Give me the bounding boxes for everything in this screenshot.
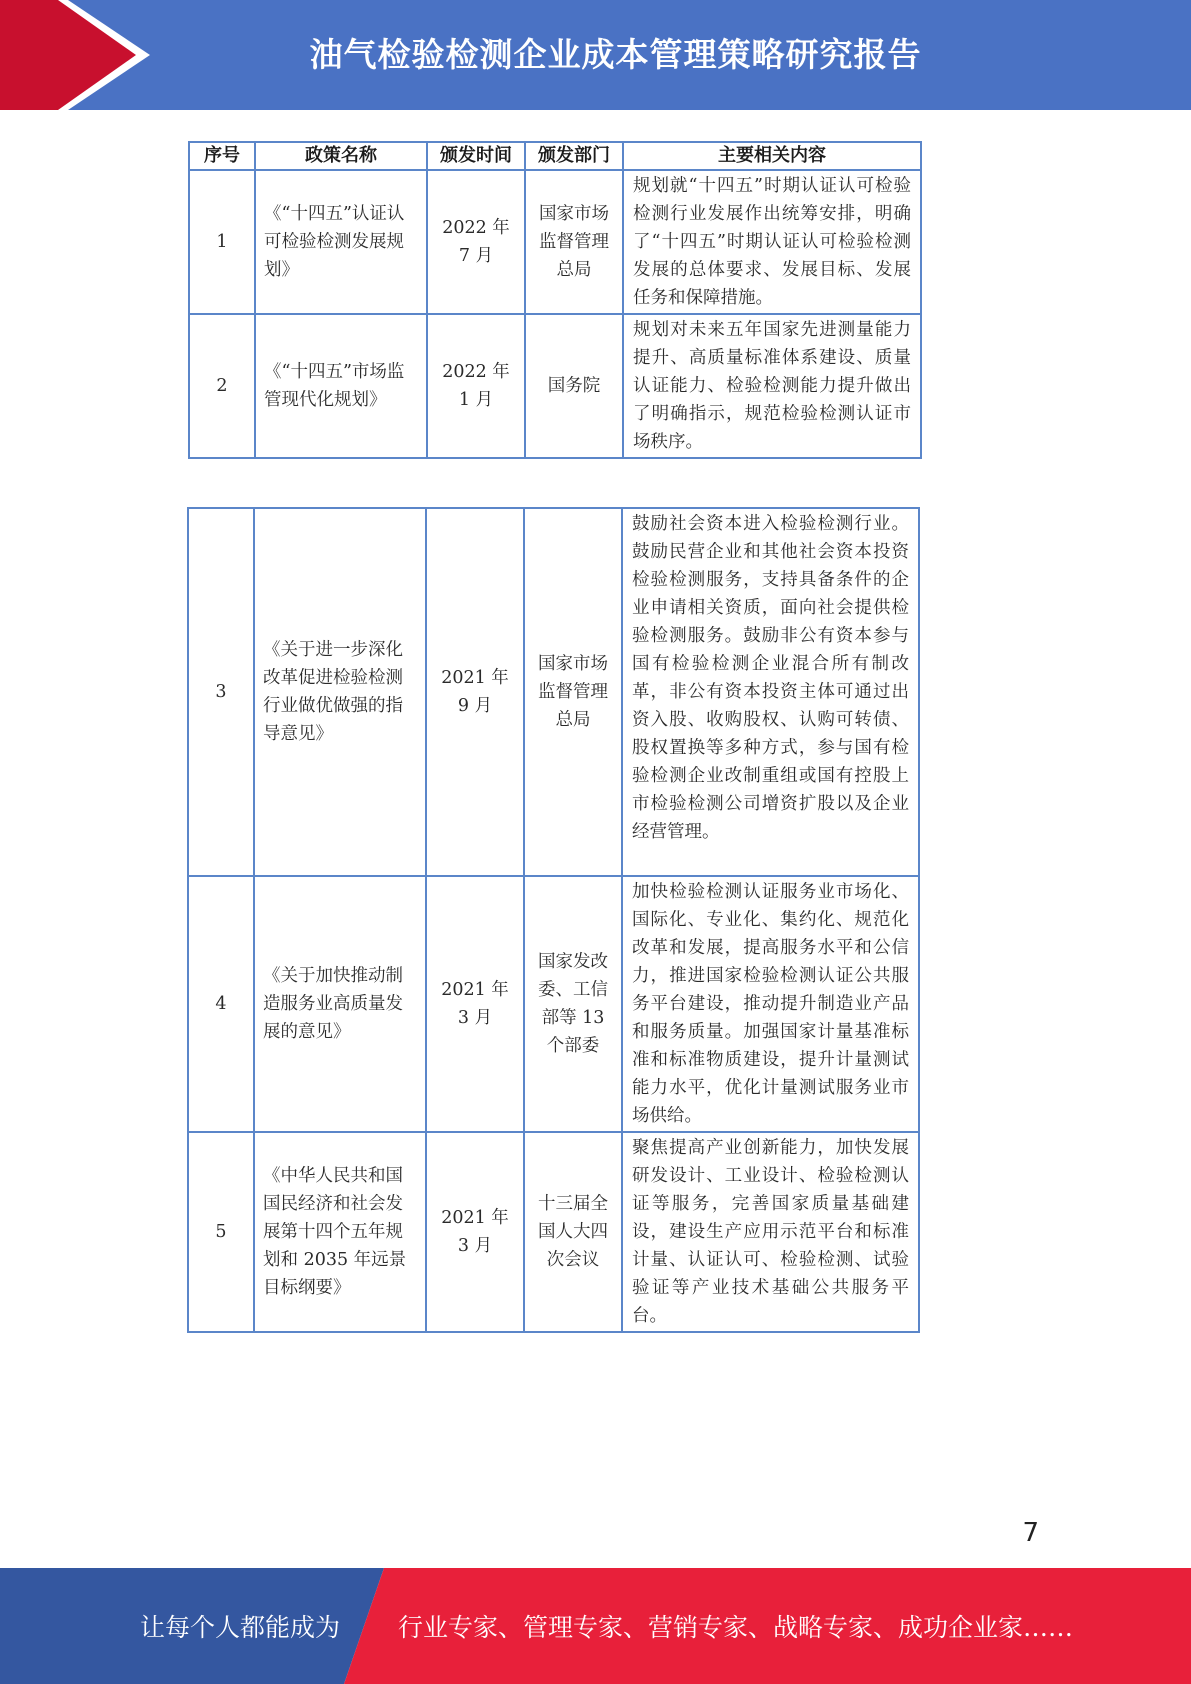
table-row — [188, 876, 919, 1132]
header-content: 主要相关内容 — [623, 142, 921, 170]
cell-content: 规划对未来五年国家先进测量能力提升、高质量标准体系建设、质量认证能力、检验检测能力提升做出了明确指示，规范检验检测认证市场秩序。 — [623, 314, 921, 458]
cell-content: 鼓励社会资本进入检验检测行业。鼓励民营企业和其他社会资本投资检验检测服务，支持具备条件的企业申请相关资质，面向社会提供检验检测服务。鼓励非公有资本参与国有检验检测企业混合所有制改革，非公有资本投资主体可通过出资入股、收购股权、认购可转债、股权置换等多种方式，参与国有检验检测企业改制重组或国有控股上市检验检测公司增资扩股以及企业经营管理。 — [622, 508, 919, 876]
cell-department: 十三届全国人大四次会议 — [524, 1132, 622, 1332]
cell-policy-name: 《关于加快推动制造服务业高质量发展的意见》 — [254, 876, 426, 1132]
cell-no: 5 — [188, 1132, 254, 1332]
table-header-row — [189, 142, 921, 170]
header-policy-name: 政策名称 — [255, 142, 427, 170]
page-header — [0, 0, 1191, 110]
cell-policy-name: 《“十四五”认证认可检验检测发展规划》 — [255, 170, 427, 314]
cell-content: 聚焦提高产业创新能力，加快发展研发设计、工业设计、检验检测认证等服务，完善国家质量基础建设，建设生产应用示范平台和标准计量、认证认可、检验检测、试验验证等产业技术基础公共服务平台。 — [622, 1132, 919, 1332]
policy-table-part-2 — [187, 507, 920, 1333]
cell-department: 国务院 — [525, 314, 623, 458]
cell-date: 2022 年 7 月 — [427, 170, 525, 314]
cell-no: 4 — [188, 876, 254, 1132]
cell-date: 2022 年 1 月 — [427, 314, 525, 458]
footer-slogan-left: 让每个人都能成为 — [140, 1613, 341, 1642]
table-row — [189, 170, 921, 314]
cell-date: 2021 年 3 月 — [426, 876, 524, 1132]
cell-policy-name: 《中华人民共和国国民经济和社会发展第十四个五年规划和 2035 年远景目标纲要》 — [254, 1132, 426, 1332]
footer-slogan-right: 行业专家、管理专家、营销专家、战略专家、成功企业家…… — [398, 1613, 1074, 1642]
policy-table-part-1 — [188, 141, 922, 459]
page-footer — [0, 1568, 1191, 1684]
table-row — [188, 1132, 919, 1332]
header-date: 颁发时间 — [427, 142, 525, 170]
page-number: 7 — [1022, 1518, 1039, 1548]
cell-date: 2021 年 9 月 — [426, 508, 524, 876]
header-no: 序号 — [189, 142, 255, 170]
cell-content: 加快检验检测认证服务业市场化、国际化、专业化、集约化、规范化改革和发展，提高服务水平和公信力，推进国家检验检测认证公共服务平台建设，推动提升制造业产品和服务质量。加强国家计量基准标准和标准物质建设，提升计量测试能力水平，优化计量测试服务业市场供给。 — [622, 876, 919, 1132]
cell-no: 1 — [189, 170, 255, 314]
cell-no: 3 — [188, 508, 254, 876]
cell-policy-name: 《“十四五”市场监管现代化规划》 — [255, 314, 427, 458]
cell-date: 2021 年 3 月 — [426, 1132, 524, 1332]
table-row — [189, 314, 921, 458]
cell-department: 国家发改委、工信部等 13 个部委 — [524, 876, 622, 1132]
cell-department: 国家市场监督管理总局 — [524, 508, 622, 876]
cell-content: 规划就“十四五”时期认证认可检验检测行业发展作出统筹安排，明确了“十四五”时期认证认可检验检测发展的总体要求、发展目标、发展任务和保障措施。 — [623, 170, 921, 314]
table-row — [188, 508, 919, 876]
cell-no: 2 — [189, 314, 255, 458]
report-title: 油气检验检测企业成本管理策略研究报告 — [309, 34, 922, 74]
cell-department: 国家市场监督管理总局 — [525, 170, 623, 314]
cell-policy-name: 《关于进一步深化改革促进检验检测行业做优做强的指导意见》 — [254, 508, 426, 876]
header-department: 颁发部门 — [525, 142, 623, 170]
